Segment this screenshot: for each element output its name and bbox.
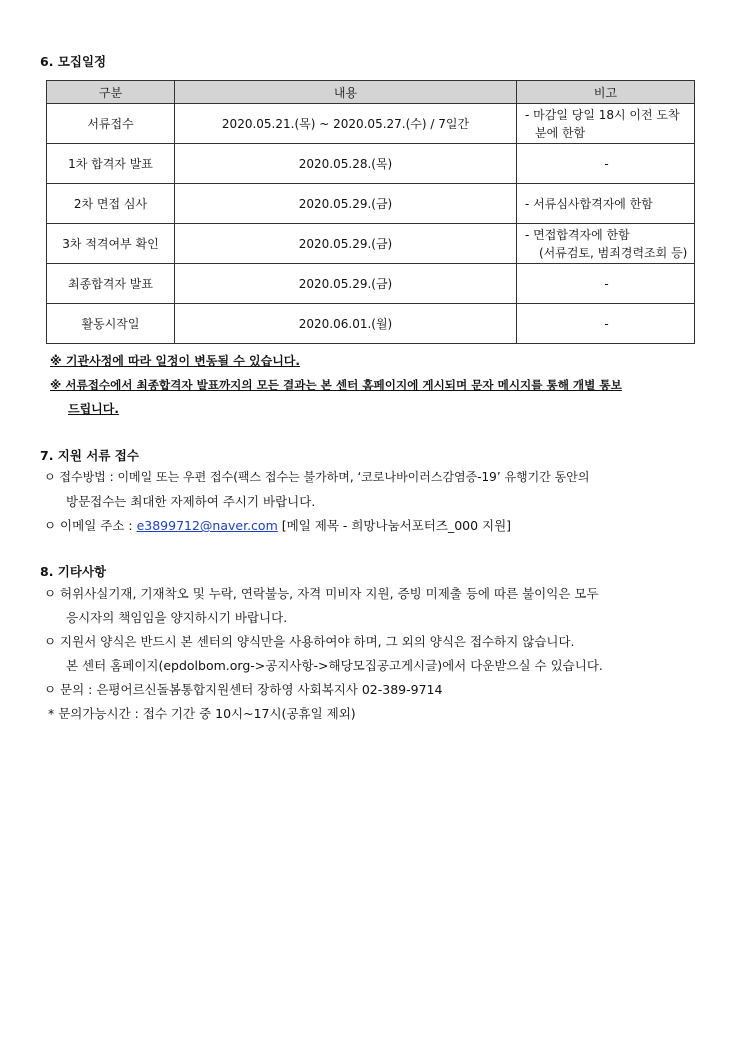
- header-category: 구분: [47, 81, 175, 104]
- row-category: 1차 합격자 발표: [47, 144, 175, 184]
- misc-item1-line1: ㅇ 허위사실기재, 기재착오 및 누락, 연락불능, 자격 미비자 지원, 증빙 미제출 등에 따른 불이익은 모두: [44, 586, 599, 601]
- email-subject-note: [메일 제목 - 희망나눔서포터즈_000 지원]: [277, 518, 512, 533]
- row-category: 2차 면접 심사: [47, 184, 175, 224]
- row-content: 2020.06.01.(월): [175, 304, 517, 344]
- row-content: 2020.05.28.(목): [175, 144, 517, 184]
- row-category: 활동시작일: [47, 304, 175, 344]
- row-content: 2020.05.21.(목) ~ 2020.05.27.(수) / 7일간: [175, 104, 517, 144]
- inquiry-contact: ㅇ 문의 : 은평어르신돌봄통합지원센터 장하영 사회복지사 02-389-9714: [44, 682, 443, 697]
- row-note-line2: (서류검토, 범죄경력조회 등): [539, 245, 688, 260]
- row-note: -: [517, 304, 695, 344]
- row-note: -: [517, 144, 695, 184]
- schedule-change-warning: ※ 기관사정에 따라 일정이 변동될 수 있습니다.: [50, 354, 300, 368]
- row-category: 최종합격자 발표: [47, 264, 175, 304]
- row-note: - 서류심사합격자에 한함: [517, 184, 695, 224]
- email-address-line: [44, 516, 511, 534]
- row-content: 2020.05.29.(금): [175, 224, 517, 264]
- row-content: 2020.05.29.(금): [175, 184, 517, 224]
- misc-item1-line2: 응시자의 책임임을 양지하시기 바랍니다.: [66, 610, 288, 625]
- misc-item2-line1: ㅇ 지원서 양식은 반드시 본 센터의 양식만을 사용하여야 하며, 그 외의 양식은 접수하지 않습니다.: [44, 634, 575, 649]
- row-note: -: [517, 264, 695, 304]
- row-note: [517, 224, 695, 264]
- submission-method-line1: ㅇ 접수방법 : 이메일 또는 우편 접수(팩스 접수는 불가하며, ‘코로나바이러스감염증-19’ 유행기간 동안의: [44, 470, 590, 484]
- results-notice-line1: ※ 서류접수에서 최종합격자 발표까지의 모든 결과는 본 센터 홈페이지에 게시되며 문자 메시지를 통해 개별 통보: [50, 378, 622, 392]
- email-link[interactable]: e3899712@naver.com: [136, 518, 278, 533]
- table-row: [47, 104, 695, 144]
- section-6-title: 6. 모집일정: [40, 54, 107, 69]
- submission-method-line2: 방문접수는 최대한 자제하여 주시기 바랍니다.: [66, 494, 316, 509]
- row-note-line1: - 면접합격자에 한함: [525, 227, 630, 242]
- schedule-table: [46, 80, 695, 344]
- row-note: [517, 104, 695, 144]
- header-content: 내용: [175, 81, 517, 104]
- table-header-row: [47, 81, 695, 104]
- table-row: [47, 144, 695, 184]
- table-row: [47, 304, 695, 344]
- table-row: [47, 224, 695, 264]
- section-7-title: 7. 지원 서류 접수: [40, 448, 139, 463]
- row-content: 2020.05.29.(금): [175, 264, 517, 304]
- row-category: 3차 적격여부 확인: [47, 224, 175, 264]
- inquiry-hours: * 문의가능시간 : 접수 기간 중 10시~17시(공휴일 제외): [48, 706, 356, 721]
- table-row: [47, 184, 695, 224]
- table-row: [47, 264, 695, 304]
- email-label: ㅇ 이메일 주소 :: [44, 518, 137, 533]
- row-note-line1: - 마감일 당일 18시 이전 도착: [525, 107, 680, 122]
- results-notice-line2: 드립니다.: [68, 402, 119, 416]
- row-category: 서류접수: [47, 104, 175, 144]
- header-note: 비고: [517, 81, 695, 104]
- misc-item2-line2: 본 센터 홈페이지(epdolbom.org->공지사항->해당모집공고게시글)에서 다운받으실 수 있습니다.: [66, 658, 603, 673]
- section-8-title: 8. 기타사항: [40, 564, 107, 579]
- row-note-line2: 분에 한함: [535, 125, 586, 140]
